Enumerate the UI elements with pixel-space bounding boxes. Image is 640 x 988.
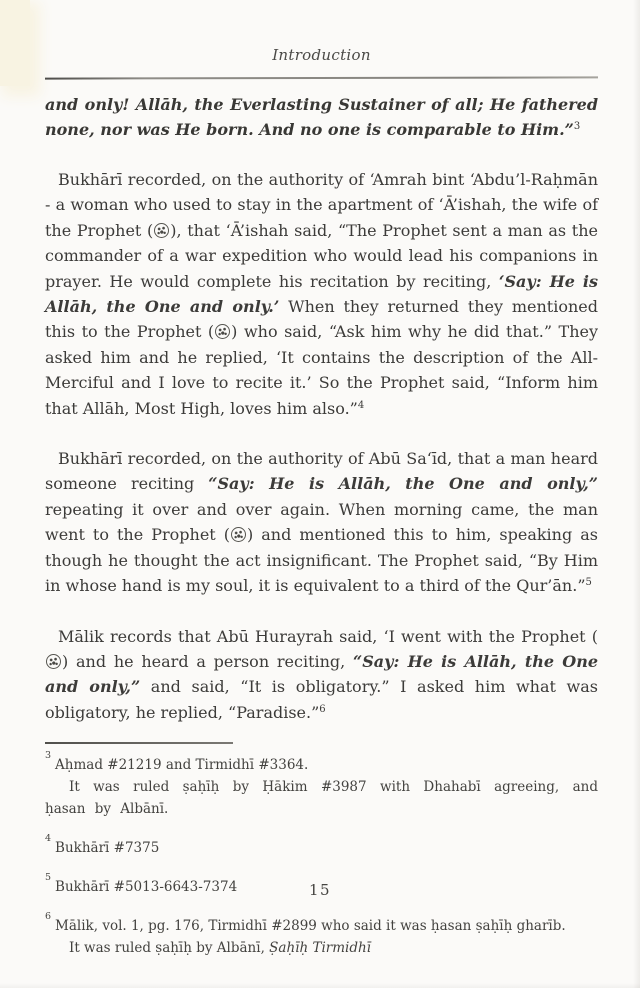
footnote-marker: 4 — [45, 833, 52, 845]
text-segment: “Say: He is Allāh, the One and only,” — [45, 651, 599, 697]
running-header-title: Introduction — [272, 46, 371, 64]
scan-corner-artifact — [0, 0, 30, 86]
header-rule — [45, 76, 598, 79]
body-paragraph — [45, 624, 598, 726]
footnote-continuation — [45, 937, 598, 959]
text-segment: It was ruled ṣaḥīḥ by Albānī, — [69, 939, 270, 956]
footnote-ref: 5 — [585, 577, 592, 589]
footnote-marker: 5 — [45, 872, 52, 884]
footnote-marker: 3 — [45, 750, 52, 762]
text-segment: ) and mentioned this to him, speaking as though he thought the act insignificant. The Prophet said, “By Him in whose hand is my soul, it is equivalent to a third of the Qur’ān.” — [45, 525, 598, 596]
footnote-text — [45, 833, 598, 859]
footnote — [45, 833, 598, 859]
text-segment: repeating it over and over again. When morning came, the man went to the Prophet ( — [45, 499, 598, 545]
page-content — [45, 46, 598, 959]
text-segment: ‘Say: He is Allāh, the One and only.’ — [45, 271, 599, 317]
text-segment: ) and he heard a person reciting, — [62, 651, 354, 671]
text-segment: Bukhārī #7375 — [55, 839, 160, 856]
text-segment: “Say: He is Allāh, the One and only,” — [208, 474, 598, 494]
footnote-ref: 6 — [319, 703, 326, 715]
footnote-continuation — [45, 776, 598, 820]
text-segment: Bukhārī recorded, on the authority of Abū Sa‘īd, that a man heard someone reciting — [45, 449, 598, 494]
scan-edge-shadow-right — [633, 0, 640, 988]
footnotes-section — [45, 750, 598, 959]
opening-quote — [45, 92, 598, 142]
text-segment: ), that ‘Ā’ishah said, “The Prophet sent a man as the commander of a war expedition who would lead his companions in prayer. He would complete his recitation by reciting, — [45, 220, 598, 291]
text-segment: ) who said, “Ask him why he did that.” They asked him and he replied, ‘It contains the description of the All-Merciful and I love to recite it.’ So the Prophet said, “Inform him that Allāh, Most High, loves him also.” — [45, 322, 599, 418]
pbuh-calligraphy-icon — [154, 223, 169, 238]
footnote-text — [45, 911, 598, 937]
footnote-separator-rule — [45, 742, 233, 744]
pbuh-calligraphy-icon — [215, 324, 230, 339]
pbuh-calligraphy-icon — [46, 654, 61, 669]
footnote-text — [45, 750, 598, 776]
body-paragraph — [45, 446, 598, 598]
text-segment: Bukhārī recorded, on the authority of ‘Amrah bint ‘Abdu’l-Raḥmān - a woman who used to stay in the apartment of ‘Ā’ishah, the wife of the Prophet ( — [45, 170, 598, 240]
text-segment: and only! Allāh, the Everlasting Sustainer of all; He fathered none, nor was He born. And no one is comparable to Him.” — [45, 95, 598, 139]
text-segment: When they returned they mentioned this to the Prophet ( — [45, 297, 599, 342]
scan-edge-shadow-bottom — [0, 983, 640, 988]
text-segment: Ṣaḥīḥ Tirmidhī — [269, 939, 371, 956]
body-paragraphs — [45, 167, 598, 725]
footnote — [45, 750, 598, 820]
pbuh-calligraphy-icon — [231, 527, 246, 542]
text-segment: Mālik, vol. 1, pg. 176, Tirmidhī #2899 who said it was ḥasan ṣaḥīḥ gharīb. — [55, 917, 566, 934]
text-segment: Bukhārī #5013-6643-7374 — [55, 878, 238, 895]
body-paragraph — [45, 167, 598, 421]
text-segment: It was ruled ṣaḥīḥ by Ḥākim #3987 with Dhahabī agreeing, and ḥasan by Albānī. — [45, 778, 598, 817]
page-number: 15 — [308, 881, 332, 899]
footnote-marker: 6 — [45, 911, 52, 923]
footnote-ref: 4 — [357, 399, 365, 411]
text-segment: Mālik records that Abū Hurayrah said, ‘I went with the Prophet ( — [58, 626, 598, 646]
text-segment: Aḥmad #21219 and Tirmidhī #3364. — [55, 756, 309, 773]
footnote — [45, 911, 598, 959]
text-segment: and said, “It is obligatory.” I asked him what was obligatory, he replied, “Paradise.” — [45, 677, 598, 722]
footnote-ref: 3 — [573, 121, 581, 132]
